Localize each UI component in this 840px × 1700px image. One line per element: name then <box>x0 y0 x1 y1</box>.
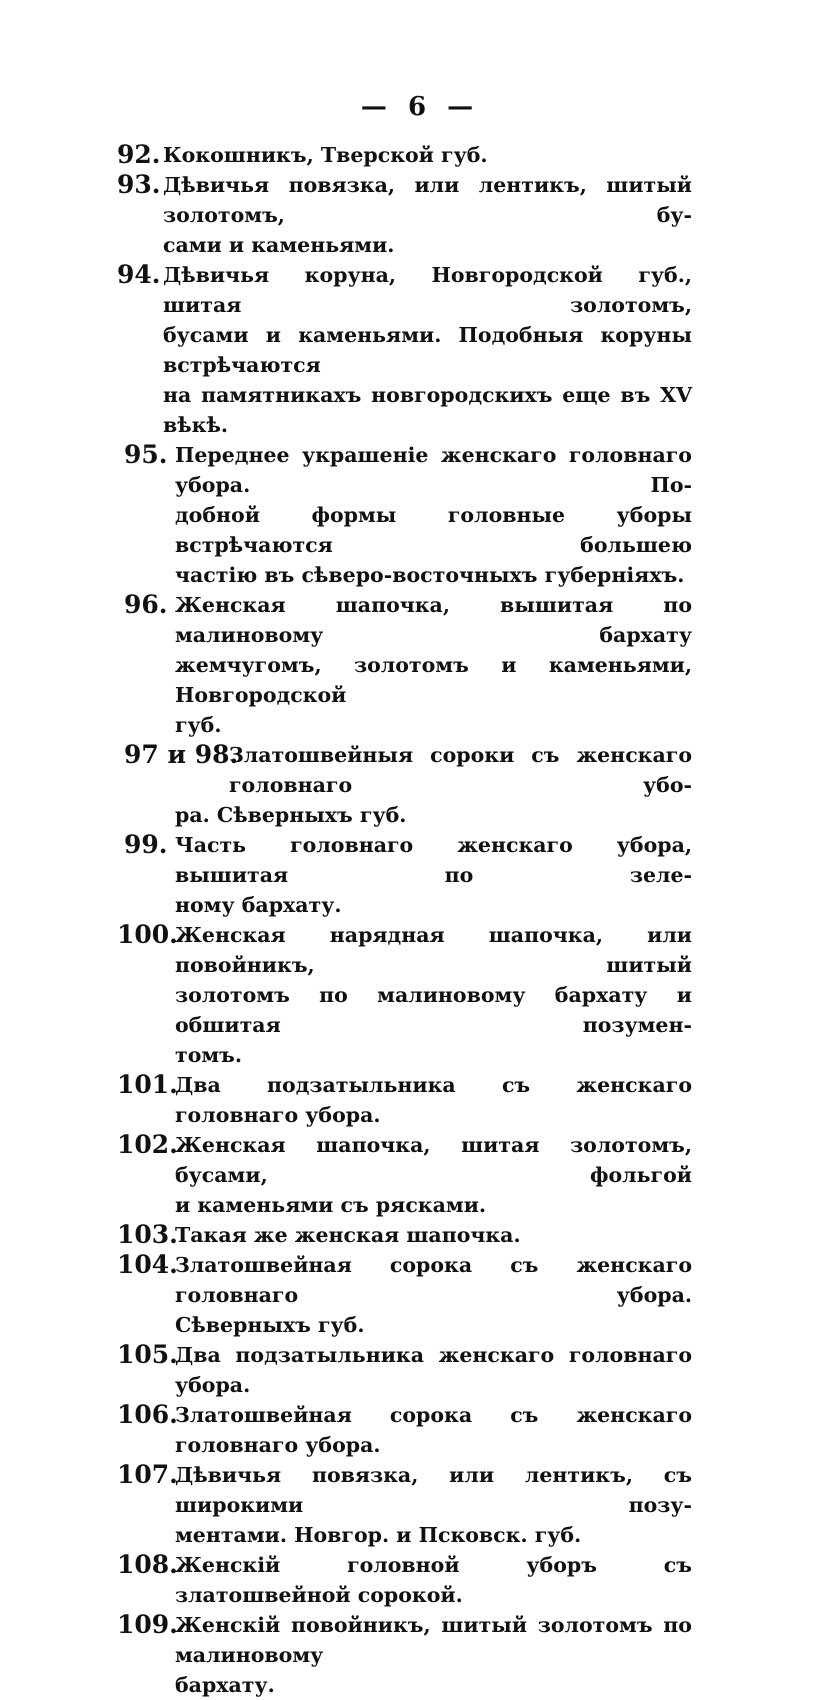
entry-number: 107. <box>117 1460 178 1489</box>
entry-text <box>175 920 692 1070</box>
entry-number: 108. <box>117 1550 178 1579</box>
entry-line: добной формы головные уборы встрѣчаются большею <box>175 503 692 557</box>
catalog-entry-109 <box>0 1610 840 1700</box>
entry-line: Женская шапочка, вышитая по малиновому бархату <box>175 593 692 647</box>
entry-text <box>175 1550 692 1610</box>
entry-line: Два подзатыльника съ женскаго головнаго убора. <box>175 1073 692 1127</box>
catalog-entry-95 <box>0 440 840 590</box>
entry-line: Такая же женская шапочка. <box>175 1223 521 1247</box>
catalog-entry-103 <box>0 1220 840 1250</box>
entry-line: золотомъ по малиновому бархату и обшитая позумен- <box>175 983 692 1037</box>
entry-line: Женскій повойникъ, шитый золотомъ по малиновому <box>175 1613 692 1667</box>
entry-line: Два подзатыльника женскаго головнаго убора. <box>175 1343 692 1397</box>
entry-line: Женская шапочка, шитая золотомъ, бусами, фольгой <box>175 1133 692 1187</box>
catalog-entry-100 <box>0 920 840 1070</box>
entry-line: Женская нарядная шапочка, или повойникъ, шитый <box>175 923 692 977</box>
entry-line: Часть головнаго женскаго убора, вышитая по зеле- <box>175 833 692 887</box>
entry-text <box>175 830 692 920</box>
entry-number: 92. <box>117 140 161 169</box>
entry-line: томъ. <box>175 1043 243 1067</box>
entry-number: 95. <box>124 440 168 469</box>
page-number: — 6 — <box>360 92 480 122</box>
entry-line: губ. <box>175 713 222 737</box>
entry-number: 109. <box>117 1610 178 1639</box>
catalog-entry-94 <box>0 260 840 440</box>
entry-number: 103. <box>117 1220 178 1249</box>
entry-number: 101. <box>117 1070 178 1099</box>
entry-number: 96. <box>124 590 168 619</box>
entry-number: 104. <box>117 1250 178 1279</box>
entry-line: ра. Сѣверныхъ губ. <box>175 803 407 827</box>
entry-line: бархату. <box>175 1673 275 1697</box>
entry-line: и каменьями съ рясками. <box>175 1193 487 1217</box>
catalog-entry-104 <box>0 1250 840 1340</box>
entry-number: 102. <box>117 1130 178 1159</box>
entry-text <box>175 1340 692 1400</box>
entry-text <box>163 260 692 440</box>
entry-line: бусами и каменьями. Подобныя коруны встрѣчаются <box>163 323 692 377</box>
entry-line: жемчугомъ, золотомъ и каменьями, Новгородской <box>175 653 692 707</box>
entry-line: ментами. Новгор. и Псковск. губ. <box>175 1523 582 1547</box>
catalog-entry-99 <box>0 830 840 920</box>
entry-text <box>175 1460 692 1550</box>
entry-number: 93. <box>117 170 161 199</box>
entry-line: Женскій головной уборъ съ златошвейной сорокой. <box>175 1553 692 1607</box>
entry-text <box>163 140 690 170</box>
entry-number: 105. <box>117 1340 178 1369</box>
catalog-entry-106 <box>0 1400 840 1460</box>
entry-number: 100. <box>117 920 178 949</box>
entry-line: Златошвейныя сороки съ женскаго головнаго убо- <box>229 743 692 797</box>
entry-text <box>175 1400 692 1460</box>
catalog-entry-96 <box>0 590 840 740</box>
entry-text <box>175 1250 692 1340</box>
entry-number: 94. <box>117 260 161 289</box>
catalog-entry-92 <box>0 140 840 170</box>
entry-text <box>175 590 692 740</box>
entry-text <box>175 1070 692 1130</box>
entry-number: 106. <box>117 1400 178 1429</box>
entry-text <box>175 1610 692 1700</box>
entry-text <box>175 740 692 830</box>
entry-number: 99. <box>124 830 168 859</box>
catalog-entry-93 <box>0 170 840 260</box>
entry-line: сами и каменьями. <box>163 233 395 257</box>
catalog-entry-101 <box>0 1070 840 1130</box>
catalog-entry-108 <box>0 1550 840 1610</box>
catalog-entry-105 <box>0 1340 840 1400</box>
entry-text <box>163 170 692 260</box>
entry-number: 97 и 98. <box>124 740 239 769</box>
entry-line: Златошвейная сорока съ женскаго головнаго убора. <box>175 1253 692 1307</box>
entry-line: ному бархату. <box>175 893 342 917</box>
entry-line: на памятникахъ новгородскихъ еще въ XV вѣкѣ. <box>163 383 692 437</box>
entry-line: Переднее украшеніе женскаго головнаго убора. По- <box>175 443 692 497</box>
entry-line: Дѣвичья повязка, или лентикъ, съ широкими позу- <box>175 1463 692 1517</box>
catalog-entry-102 <box>0 1130 840 1220</box>
entry-text <box>175 1130 692 1220</box>
entry-line: Сѣверныхъ губ. <box>175 1313 365 1337</box>
entry-line: частію въ сѣверо-восточныхъ губерніяхъ. <box>175 563 685 587</box>
entry-line: Дѣвичья повязка, или лентикъ, шитый золотомъ, бу- <box>163 173 692 227</box>
entry-line: Кокошникъ, Тверской губ. <box>163 143 488 167</box>
entry-text <box>175 440 692 590</box>
entry-line: Златошвейная сорока съ женскаго головнаго убора. <box>175 1403 692 1457</box>
catalog-entry-97-98 <box>0 740 840 830</box>
catalog-entry-107 <box>0 1460 840 1550</box>
entry-line: Дѣвичья коруна, Новгородской губ., шитая золотомъ, <box>163 263 692 317</box>
catalog-entries <box>0 140 840 1700</box>
entry-text <box>175 1220 692 1250</box>
